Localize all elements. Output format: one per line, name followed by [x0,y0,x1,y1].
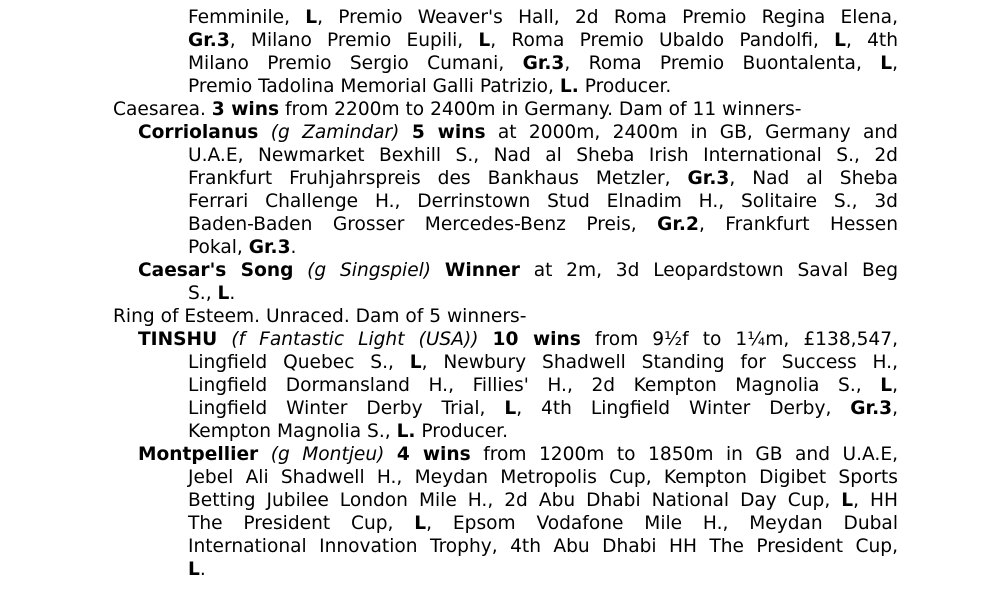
horse-name: TINSHU [138,329,218,350]
horse-name: Caesar's Song [138,260,294,281]
entry-line: Gr.3, Milano Premio Eupili, L, Roma Premio Ubaldo Pandolfi, L, 4th [188,30,898,51]
entry-line: Frankfurt Fruhjahrspreis des Bankhaus Metzler, Gr.3, Nad al Sheba [188,168,899,189]
entry-line: Femminile, L, Premio Weaver's Hall, 2d Roma Premio Regina Elena, [188,7,898,28]
entry-line: Jebel Ali Shadwell H., Meydan Metropolis Cup, Kempton Digibet Sports [188,467,898,488]
entry-line: The President Cup, L, Epsom Vodafone Mile H., Meydan Dubal [188,513,898,534]
progeny-corriolanus: Corriolanus (g Zamindar) 5 wins at 2000m, 2400m in GB, Germany and [138,122,898,143]
entry-line: L. [188,559,206,580]
entry-line: Kempton Magnolia S., L. Producer. [188,421,508,442]
dam-entry-ring-of-esteem: Ring of Esteem. Unraced. Dam of 5 winners- [113,306,527,327]
progeny-tinshu: TINSHU (f Fantastic Light (USA)) 10 wins from 9½f to 1¼m, £138,547, [138,329,898,350]
horse-name: Montpellier [138,444,259,465]
entry-line: Lingfield Dormansland H., Fillies' H., 2d Kempton Magnolia S., L, [188,375,898,396]
progeny-montpellier: Montpellier (g Montjeu) 4 wins from 1200m to 1850m in GB and U.A.E, [138,444,898,465]
horse-name: Corriolanus [138,122,259,143]
entry-line: U.A.E, Newmarket Bexhill S., Nad al Sheba Irish International S., 2d [188,145,898,166]
entry-line: Milano Premio Sergio Cumani, Gr.3, Roma Premio Buontalenta, L, [188,53,898,74]
dam-entry-caesarea: Caesarea. 3 wins from 2200m to 2400m in Germany. Dam of 11 winners- [113,99,802,120]
entry-line: Lingfield Quebec S., L, Newbury Shadwell Standing for Success H., [188,352,898,373]
entry-line: S., L. [188,283,236,304]
entry-line: Pokal, Gr.3. [188,237,297,258]
progeny-caesars-song: Caesar's Song (g Singspiel) Winner at 2m, 3d Leopardstown Saval Beg [138,260,898,281]
entry-line: Lingfield Winter Derby Trial, L, 4th Lingfield Winter Derby, Gr.3, [188,398,898,419]
entry-line: Ferrari Challenge H., Derrinstown Stud Elnadim H., Solitaire S., 3d [188,191,898,212]
entry-line: Baden-Baden Grosser Mercedes-Benz Preis, Gr.2, Frankfurt Hessen [188,214,898,235]
entry-line: Betting Jubilee London Mile H., 2d Abu Dhabi National Day Cup, L, HH [188,490,898,511]
entry-line: International Innovation Trophy, 4th Abu Dhabi HH The President Cup, [188,536,898,557]
entry-line: Premio Tadolina Memorial Galli Patrizio, L. Producer. [188,76,672,97]
